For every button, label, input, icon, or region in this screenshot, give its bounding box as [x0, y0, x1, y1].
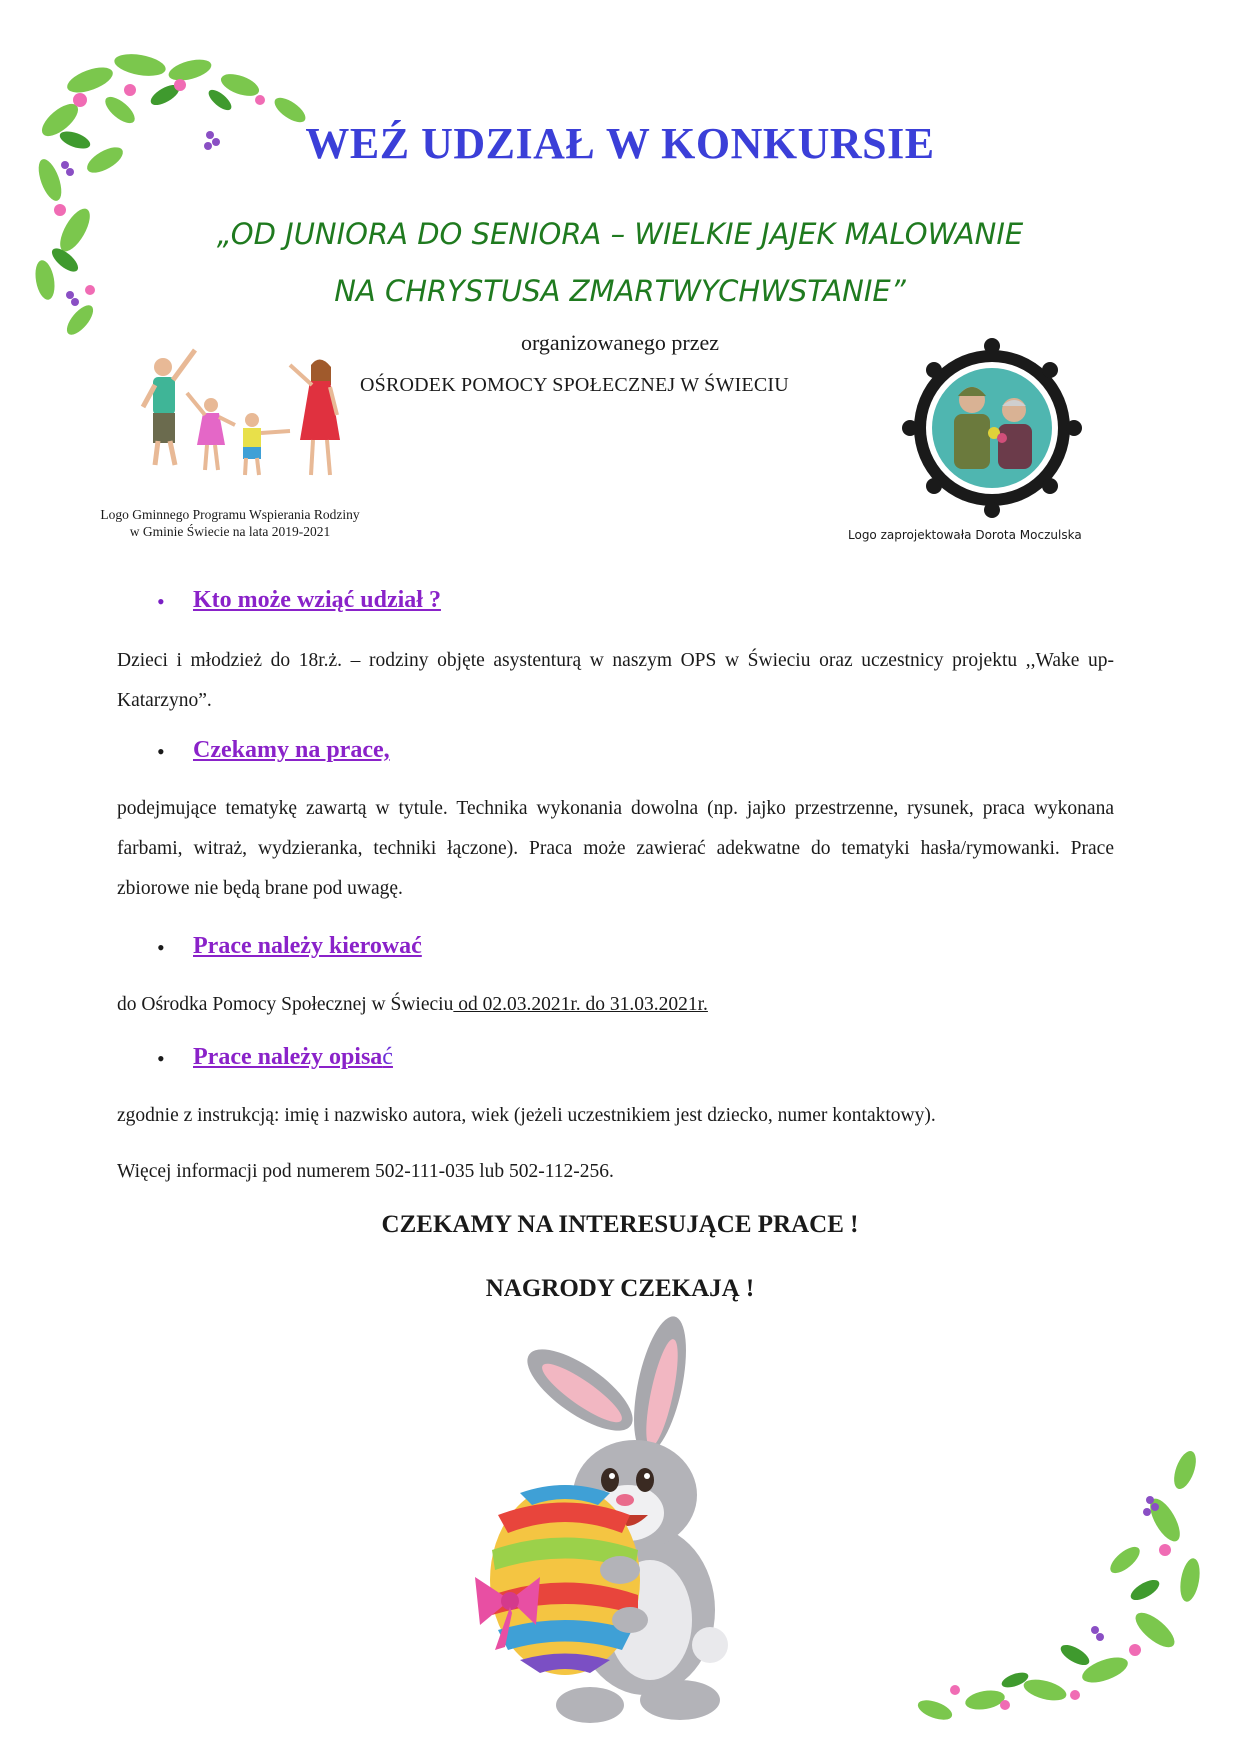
works-text: podejmujące tematykę zawartą w tytule. Technika wykonania dowolna (np. jajko przestrzenne, rysunek, praca wykonana farbami, witraż, wydzieranka, techniki łączone). Praca może zawierać adekwatne do tematyki hasła/rymowanki. Prace zbiorowe nie będą brane pod uwagę. — [117, 798, 1114, 899]
closing-line-2: NAGRODY CZEKAJĄ ! — [485, 1275, 755, 1302]
floral-corner-bottom-right — [895, 1440, 1225, 1740]
seniors-ops-logo — [902, 338, 1082, 518]
send-text — [117, 985, 1114, 1025]
bullet-2: • — [157, 739, 165, 764]
send-heading: Prace należy kierować — [193, 933, 422, 959]
closing-line-1: CZEKAMY NA INTERESUJĄCE PRACE ! — [381, 1211, 859, 1238]
family-logo-caption-line2: w Gminie Świecie na lata 2019-2021 — [129, 524, 331, 539]
describe-heading — [193, 1044, 393, 1071]
organizer-intro: organizowanego przez — [520, 330, 720, 355]
floral-corner-top-left — [20, 40, 360, 370]
organizer-name: OŚRODEK POMOCY SPOŁECZNEJ W ŚWIECIU — [360, 374, 789, 396]
contest-name-line1: „OD JUNIORA DO SENIORA – WIELKIE JAJEK MALOWANIE — [216, 217, 1024, 251]
describe-heading-main: Prace należy opisa — [193, 1044, 383, 1070]
contact-info-text: Więcej informacji pod numerem 502-111-035 lub 502-112-256. — [117, 1161, 614, 1182]
bullet-4: • — [157, 1046, 165, 1071]
easter-bunny-illustration — [470, 1315, 790, 1735]
seniors-logo-caption: Logo zaprojektowała Dorota Moczulska — [848, 528, 1082, 542]
send-destination: do Ośrodka Pomocy Społecznej w Świeciu — [117, 994, 454, 1015]
describe-text: zgodnie z instrukcją: imię i nazwisko autora, wiek (jeżeli uczestnikiem jest dziecko, numer kontaktowy). — [117, 1105, 936, 1126]
family-logo-caption — [60, 506, 400, 540]
bullet-1: • — [157, 589, 165, 614]
describe-heading-tail: ć — [382, 1044, 393, 1070]
family-logo-caption-line1: Logo Gminnego Programu Wspierania Rodziny — [100, 507, 360, 522]
send-dates: od 02.03.2021r. do 31.03.2021r. — [453, 994, 708, 1015]
page-title: WEŹ UDZIAŁ W KONKURSIE — [305, 119, 935, 168]
family-program-logo — [125, 345, 365, 495]
who-can-join-heading: Kto może wziąć udział ? — [193, 587, 441, 613]
works-heading: Czekamy na prace, — [193, 737, 390, 763]
contest-name-line2: NA CHRYSTUSA ZMARTWYCHWSTANIE” — [334, 274, 906, 308]
who-can-join-text: Dzieci i młodzież do 18r.ż. – rodziny objęte asystenturą w naszym OPS w Świeciu oraz uczestnicy projektu ,,Wake up-Katarzyno”. — [117, 650, 1114, 711]
bullet-3: • — [157, 935, 165, 960]
